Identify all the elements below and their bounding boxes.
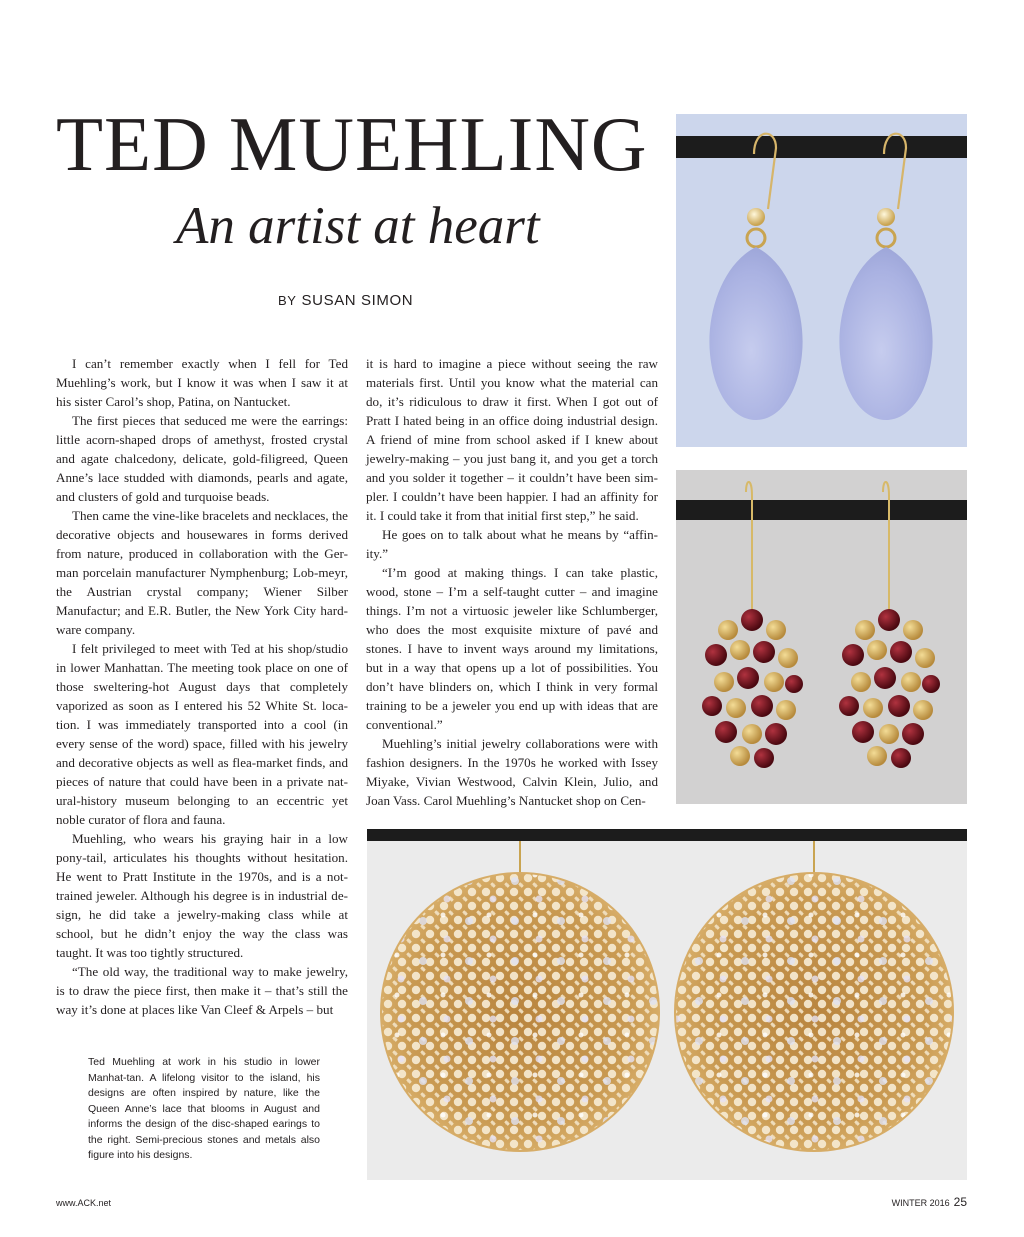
byline-prefix: BY [278,293,297,308]
byline [278,292,413,309]
issue-label: WINTER 2016 [891,1198,950,1208]
photo-caption: Ted Muehling at work in his studio in lower Manhat-tan. A lifelong visitor to the island, his designs are often inspired by nature, like the Queen Anne’s lace that blooms in August and informs the design of the disc-shaped earings to the right. Semi-precious stones and metals also figure into his designs. [88,1056,320,1161]
chalcedony-drop-earrings-icon [676,114,967,447]
page-number: 25 [953,1195,967,1209]
paragraph: “The old way, the traditional way to make jewelry, is to draw the piece first, then make it – that’s still the way it’s done at places like Van Cleef & Arpels – but [56,964,348,1017]
paragraph: Muehling, who wears his graying hair in a low pony-tail, articulates his thoughts without hesitation. He went to Pratt Institute in the 1970s, and is a not-trained jeweler. Although his degree is in industrial de-sign, he did take a jewelry-making class while at school, but he didn’t enjoy the way the class was taught. It was too tightly structured. [56,831,348,960]
article-title: TED MUEHLING [56,101,648,187]
photo-cluster-earrings [676,470,967,804]
paragraph: Then came the vine-like bracelets and necklaces, the decorative objects and housewares in forms derived from nature, produced in collaboration with the Ger-man porcelain manufacturer Nymphenburg; Lob-meyr, the Austrian crystal company; Wiener Silber Manufactur; and E.R. Butler, the New York City hard-ware company. [56,508,348,637]
footer-issue [892,1195,967,1209]
article-subtitle: An artist at heart [176,197,540,255]
paragraph: The first pieces that seduced me were the earrings: little acorn-shaped drops of amethyst, frosted crystal and agate chalcedony, delicate, gold-filigreed, Queen Anne’s lace studded with diamonds, pearls and agate, and clusters of gold and turquoise beads. [56,413,348,504]
photo-disc-earrings [367,829,967,1180]
paragraph-continuation: it is hard to imagine a piece without seeing the raw materials first. Until you know what the material can do, it’s ridiculous to draw it first. When I got out of Pratt I hated being in an office doing industrial design. A friend of mine from school asked if I knew about jewelry-making – you just bang it, and you get a torch and you solder it together – it couldn’t have been sim-pler. I couldn’t have been happier. I had an affinity for it. I could take it from that initial first step,” he said. [366,356,658,523]
display-bar [367,829,967,841]
photo-background [676,114,967,447]
body-column-left [56,354,348,1019]
author-name: SUSAN SIMON [301,292,414,309]
footer-website: www.ACK.net [56,1198,112,1208]
gold-garnet-cluster-earrings-icon [676,470,967,804]
paragraph: I felt privileged to meet with Ted at his shop/studio in lower Manhattan. The meeting took place on one of those sweltering-hot August days that completely vaporized as soon as I entered his 52 White St. loca-tion. I was immediately transported into a cool (in every sense of the word) space, filled with his jewelry and decorative objects as well as flea-market finds, and pieces of nature that could have been in a private nat-ural-history museum belonging to an eccentric yet noble curator of flora and fauna. [56,641,348,827]
paragraph: I can’t remember exactly when I fell for Ted Muehling’s work, but I know it was when I saw it at his sister Carol’s shop, Patina, on Nantucket. [56,356,348,409]
paragraph: Muehling’s initial jewelry collaborations were with fashion designers. In the 1970s he worked with Issey Miyake, Vivian Westwood, Calvin Klein, Julio, and Joan Vass. Carol Muehling’s Nantucket shop on Cen- [366,736,658,808]
gold-lace-disc-earrings-icon [367,829,967,1180]
photo-background [676,470,967,804]
photo-chalcedony-earrings [676,114,967,447]
display-bar [676,136,967,158]
display-bar [676,500,967,520]
paragraph: He goes on to talk about what he means by “affin-ity.” [366,527,658,561]
paragraph: “I’m good at making things. I can take plastic, wood, stone – I’m a self-taught cutter – and imagine things. I’m not a virtuosic jeweler like Schlumberger, who does the most exquisite mixture of pavé and stones. I have to invent ways around my limitations, but in a way that opens up a lot of possibilities. You don’t have blinders on, which I think in very formal training to be a jeweler you end up with ideas that are conventional.” [366,565,658,732]
body-column-right [366,354,658,810]
